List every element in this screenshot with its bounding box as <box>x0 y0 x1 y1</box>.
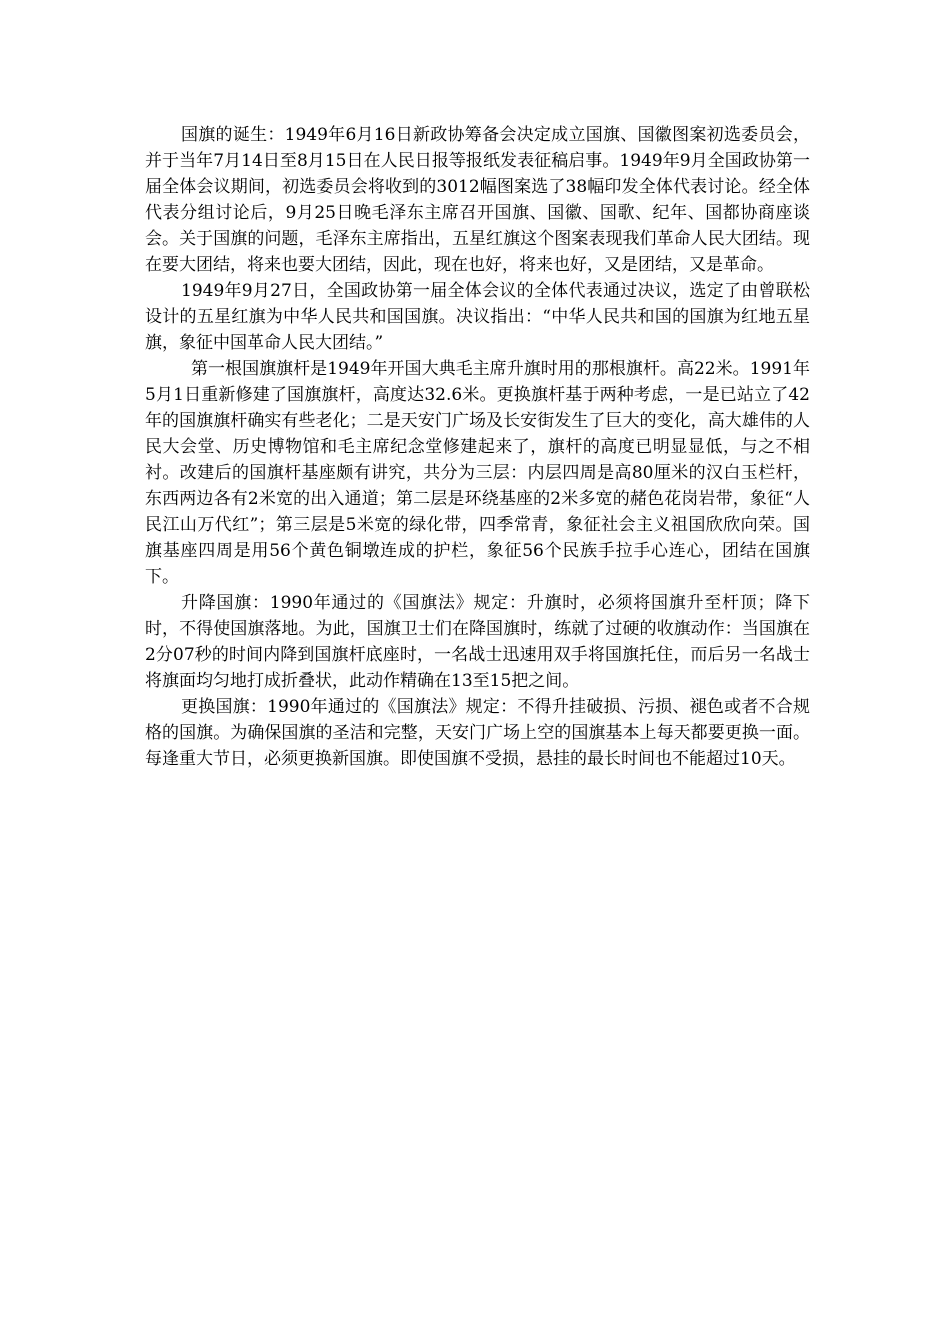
paragraph-flag-resolution: 1949年9月27日，全国政协第一届全体会议的全体代表通过决议，选定了由曾联松设计的五星红旗为中华人民共和国国旗。决议指出：“中华人民共和国的国旗为红地五星旗，象征中国革命人民大团结。” <box>145 281 810 353</box>
document-body <box>145 122 810 772</box>
paragraph-flagpole: 第一根国旗旗杆是1949年开国大典毛主席升旗时用的那根旗杆。高22米。1991年5月1日重新修建了国旗旗杆，高度达32.6米。更换旗杆基于两种考虑，一是已站立了42年的国旗旗杆确实有些老化；二是天安门广场及长安街发生了巨大的变化，高大雄伟的人民大会堂、历史博物馆和毛主席纪念堂修建起来了，旗杆的高度已明显显低，与之不相衬。改建后的国旗杆基座颇有讲究，共分为三层：内层四周是高80厘米的汉白玉栏杆，东西两边各有2米宽的出入通道；第二层是环绕基座的2米多宽的赭色花岗岩带，象征“人民江山万代红”；第三层是5米宽的绿化带，四季常青，象征社会主义祖国欣欣向荣。国旗基座四周是用56个黄色铜墩连成的护栏，象征56个民族手拉手心连心，团结在国旗下。 <box>145 359 810 587</box>
paragraph-raising-lowering: 升降国旗：1990年通过的《国旗法》规定：升旗时，必须将国旗升至杆顶；降下时，不得使国旗落地。为此，国旗卫士们在降国旗时，练就了过硬的收旗动作：当国旗在2分07秒的时间内降到国旗杆底座时，一名战士迅速用双手将国旗托住，而后另一名战士将旗面均匀地打成折叠状，此动作精确在13至15把之间。 <box>145 593 810 691</box>
paragraph-flag-replacement: 更换国旗：1990年通过的《国旗法》规定：不得升挂破损、污损、褪色或者不合规格的国旗。为确保国旗的圣洁和完整，天安门广场上空的国旗基本上每天都要更换一面。每逢重大节日，必须更换新国旗。即使国旗不受损，悬挂的最长时间也不能超过10天。 <box>145 697 810 769</box>
paragraph-flag-birth: 国旗的诞生：1949年6月16日新政协筹备会决定成立国旗、国徽图案初选委员会，并于当年7月14日至8月15日在人民日报等报纸发表征稿启事。1949年9月全国政协第一届全体会议期间，初选委员会将收到的3012幅图案选了38幅印发全体代表讨论。经全体代表分组讨论后，9月25日晚毛泽东主席召开国旗、国徽、国歌、纪年、国都协商座谈会。关于国旗的问题，毛泽东主席指出，五星红旗这个图案表现我们革命人民大团结。现在要大团结，将来也要大团结，因此，现在也好，将来也好，又是团结，又是革命。 <box>145 125 810 275</box>
